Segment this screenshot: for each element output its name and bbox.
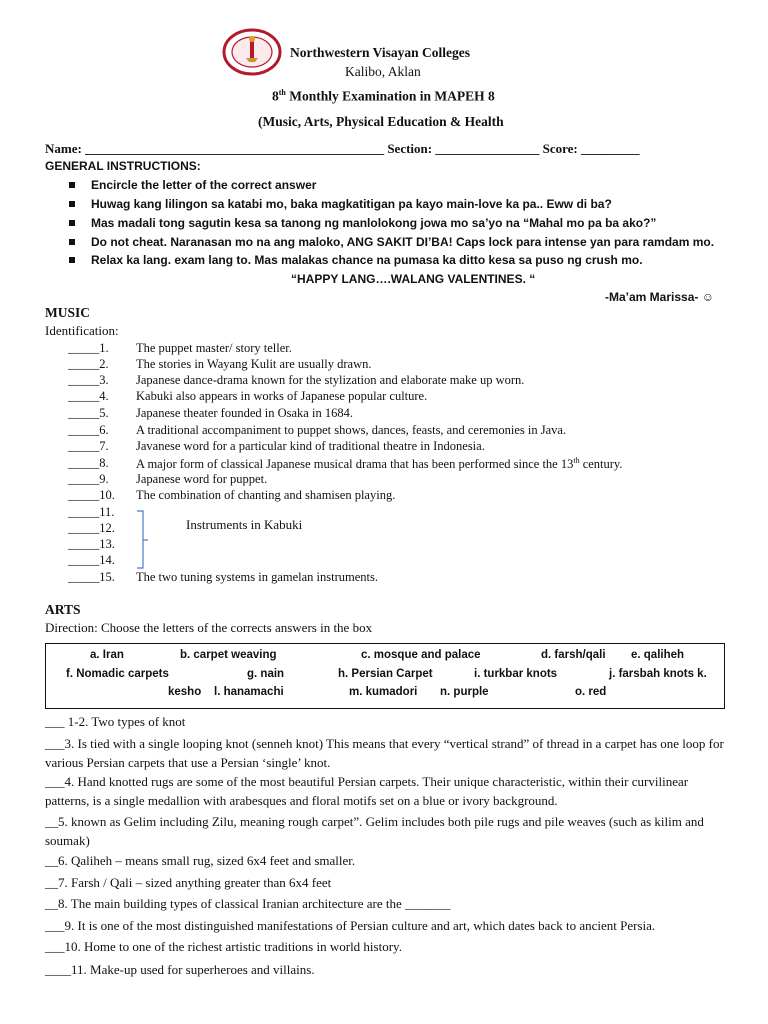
- arts-question: ___3. Is tied with a single looping knot (senneh knot) This means that every “vertical strand” of thread in a carpet has one loop for various Persian carpets that use a Persian ‘single’ knot.: [45, 736, 724, 770]
- item-text: A traditional accompaniment to puppet shows, dances, feasts, and ceremonies in Java.: [136, 423, 567, 437]
- exam-title: 8th Monthly Examination in MAPEH 8: [272, 88, 495, 104]
- bullet-icon: [69, 182, 75, 188]
- instruction-item: Do not cheat. Naranasan mo na ang maloko, ANG SAKIT DI’BA! Caps lock para intense yan para ramdam mo.: [91, 235, 715, 249]
- item-number: _____14.: [68, 553, 115, 567]
- choice-item: d. farsh/qali: [541, 649, 606, 661]
- item-text: Japanese theater founded in Osaka in 1684.: [136, 406, 353, 420]
- bullet-icon: [69, 239, 75, 245]
- instruction-item: Relax ka lang. exam lang to. Mas malakas chance na pumasa ka ditto kesa sa puso ng crush mo.: [91, 253, 643, 267]
- choice-item: e. qaliheh: [631, 649, 685, 661]
- arts-question: ___4. Hand knotted rugs are some of the most beautiful Persian carpets. Their unique characteristic, within their curvilinear patterns, is a single medallion with arabesques and floral motifs set on a blue or ivory background.: [45, 774, 689, 808]
- music-heading: MUSIC: [45, 305, 91, 320]
- instruction-item: Encircle the letter of the correct answer: [91, 178, 317, 192]
- item-text: Javanese word for a particular kind of traditional theatre in Indonesia.: [136, 439, 485, 453]
- item-text: The stories in Wayang Kulit are usually drawn.: [136, 357, 372, 371]
- slogan: “HAPPY LANG….WALANG VALENTINES. “: [291, 272, 536, 286]
- choice-item: a. Iran: [90, 649, 124, 661]
- item-number: _____1.: [68, 341, 109, 355]
- item-text: Japanese word for puppet.: [136, 472, 268, 486]
- arts-question: ___9. It is one of the most distinguished manifestations of Persian culture and art, which dates back to ancient Persia.: [45, 918, 656, 933]
- teacher-signature: -Ma’am Marissa- ☺: [605, 290, 714, 304]
- item-number: _____13.: [68, 537, 115, 551]
- choice-item: h. Persian Carpet: [338, 668, 433, 680]
- arts-question: __5. known as Gelim including Zilu, meaning rough carpet”. Gelim includes both pile rugs and pile weaves (such as kilim and soumak): [45, 814, 704, 848]
- instructions-heading: GENERAL INSTRUCTIONS:: [45, 159, 201, 173]
- instruction-item: Huwag kang lilingon sa katabi mo, baka magkatitigan pa kayo main-love ka pa.. Eww di ba?: [91, 197, 612, 211]
- college-location: Kalibo, Aklan: [345, 64, 421, 79]
- instruction-item: Mas madali tong sagutin kesa sa tanong ng manlolokong jowa mo sa’yo na “Mahal mo pa ba ako?”: [91, 216, 657, 230]
- choice-item: m. kumadori: [349, 686, 418, 698]
- item-number: _____4.: [68, 389, 109, 403]
- choice-item: kesho: [168, 686, 202, 698]
- item-number: _____7.: [68, 439, 109, 453]
- choice-item: n. purple: [440, 686, 489, 698]
- arts-heading: ARTS: [45, 602, 81, 617]
- choice-item: f. Nomadic carpets: [66, 668, 169, 680]
- choice-item: c. mosque and palace: [361, 649, 481, 661]
- bracket-icon: [136, 510, 150, 570]
- answer-choices-box: [45, 643, 725, 709]
- exam-subtitle: (Music, Arts, Physical Education & Health: [258, 114, 504, 129]
- item-number: _____6.: [68, 423, 109, 437]
- choice-item: l. hanamachi: [214, 686, 284, 698]
- college-seal-logo: [222, 28, 282, 76]
- bullet-icon: [69, 220, 75, 226]
- choice-item: g. nain: [247, 668, 285, 680]
- bullet-icon: [69, 257, 75, 263]
- item-number: _____11.: [68, 505, 115, 519]
- arts-question: __6. Qaliheh – means small rug, sized 6x4 feet and smaller.: [45, 853, 356, 868]
- item-number: _____9.: [68, 472, 109, 486]
- item-number: _____8.: [68, 456, 109, 470]
- music-type-label: Identification:: [45, 323, 119, 338]
- item-number: _____12.: [68, 521, 115, 535]
- item-text-with-superscript: A major form of classical Japanese musical drama that has been performed since the 13th century.: [136, 456, 623, 472]
- choice-item: o. red: [575, 686, 607, 698]
- item-number: _____10.: [68, 488, 115, 502]
- choice-item: j. farsbah knots k.: [609, 668, 707, 680]
- choice-item: b. carpet weaving: [180, 649, 277, 661]
- college-name: Northwestern Visayan Colleges: [290, 45, 470, 60]
- bullet-icon: [69, 201, 75, 207]
- item-number: _____15.: [68, 570, 115, 584]
- student-info-line: Name: ______________________________________________ Section: ________________ Score: _________: [45, 141, 640, 156]
- item-number: _____3.: [68, 373, 109, 387]
- arts-question: ___10. Home to one of the richest artistic traditions in world history.: [45, 939, 402, 954]
- arts-question: ___ 1-2. Two types of knot: [45, 714, 186, 729]
- item-text: The combination of chanting and shamisen playing.: [136, 488, 396, 502]
- arts-question: __7. Farsh / Qali – sized anything greater than 6x4 feet: [45, 875, 332, 890]
- arts-direction: Direction: Choose the letters of the corrects answers in the box: [45, 620, 373, 635]
- item-text: The two tuning systems in gamelan instruments.: [136, 570, 378, 584]
- arts-question: ____11. Make-up used for superheroes and villains.: [45, 962, 315, 977]
- item-text: The puppet master/ story teller.: [136, 341, 292, 355]
- item-text: Japanese dance-drama known for the stylization and elaborate make up worn.: [136, 373, 525, 387]
- item-text: Kabuki also appears in works of Japanese popular culture.: [136, 389, 428, 403]
- bracket-label: Instruments in Kabuki: [186, 517, 303, 532]
- item-number: _____5.: [68, 406, 109, 420]
- arts-question: __8. The main building types of classical Iranian architecture are the _______: [45, 896, 451, 911]
- item-number: _____2.: [68, 357, 109, 371]
- choice-item: i. turkbar knots: [474, 668, 558, 680]
